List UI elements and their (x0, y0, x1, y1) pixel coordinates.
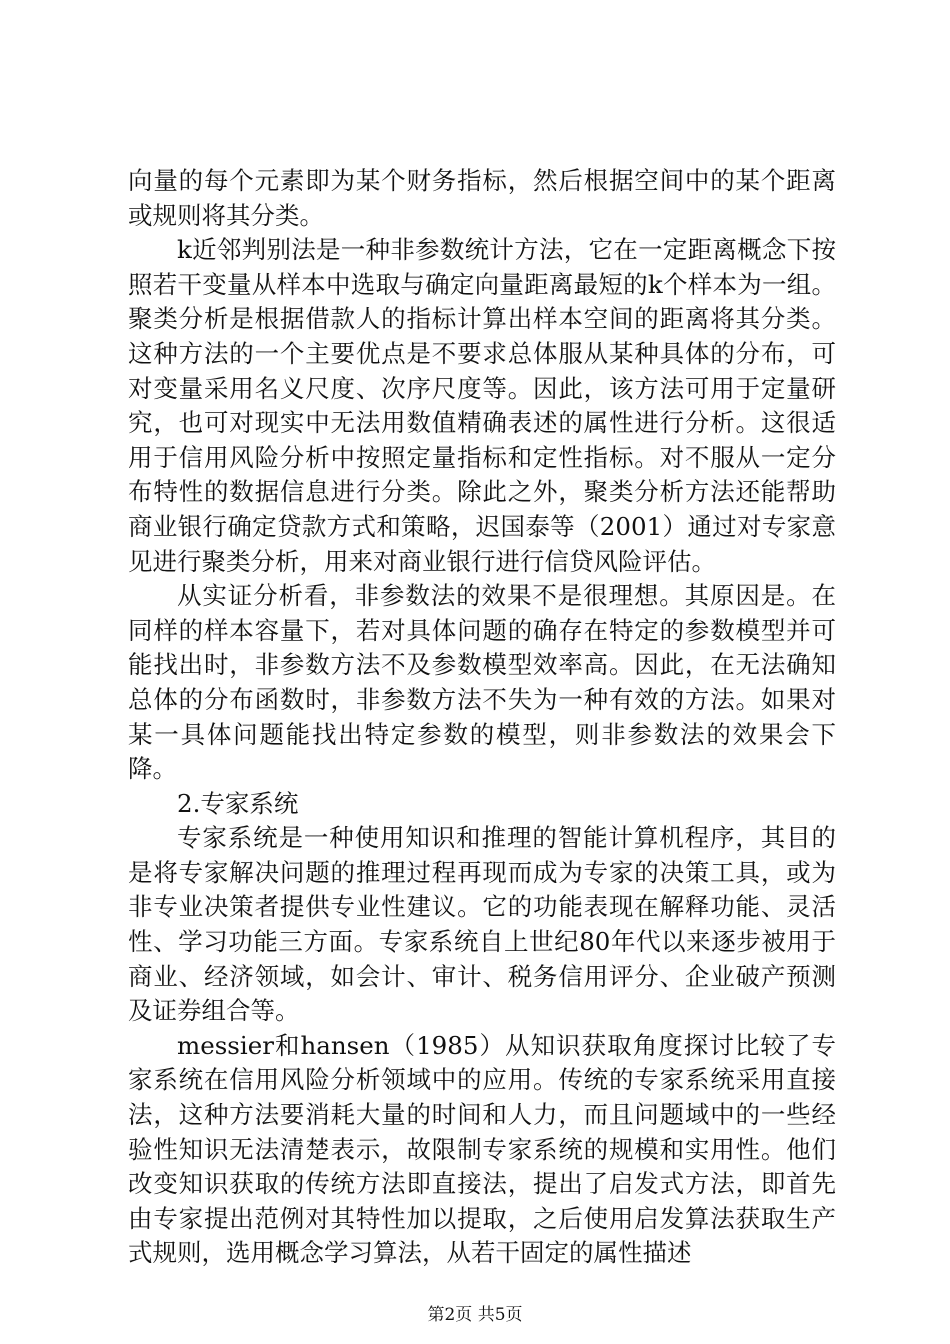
paragraph-knn-clustering: k近邻判别法是一种非参数统计方法，它在一定距离概念下按照若干变量从样本中选取与确定向量距离最短的k个样本为一组。聚类分析是根据借款人的指标计算出样本空间的距离将其分类。这种方法的一个主要优点是不要求总体服从某种具体的分布，可对变量采用名义尺度、次序尺度等。因此，该方法可用于定量研究，也可对现实中无法用数值精确表述的属性进行分析。这很适用于信用风险分析中按照定量指标和定性指标。对不服从一定分布特性的数据信息进行分类。除此之外，聚类分析方法还能帮助商业银行确定贷款方式和策略，迟国泰等（2001）通过对专家意见进行聚类分析，用来对商业银行进行信贷风险评估。 (128, 235, 836, 576)
document-body (128, 164, 836, 1271)
section-heading-expert-system: 2.专家系统 (177, 788, 299, 818)
paragraph-empirical-analysis: 从实证分析看，非参数法的效果不是很理想。其原因是。在同样的样本容量下，若对具体问题的确存在特定的参数模型并可能找出时，非参数方法不及参数模型效率高。因此，在无法确知总体的分布函数时，非参数方法不失为一种有效的方法。如果对某一具体问题能找出特定参数的模型，则非参数法的效果会下降。 (128, 581, 836, 784)
page-number-footer: 第2页 共5页 (427, 1305, 523, 1325)
paragraph-messier-hansen: messier和hansen（1985）从知识获取角度探讨比较了专家系统在信用风险分析领域中的应用。传统的专家系统采用直接法，这种方法要消耗大量的时间和人力，而且问题域中的一些经验性知识无法清楚表示，故限制专家系统的规模和实用性。他们改变知识获取的传统方法即直接法，提出了启发式方法，即首先由专家提出范例对其特性加以提取，之后使用启发算法获取生产式规则，选用概念学习算法，从若干固定的属性描述 (128, 1030, 836, 1268)
paragraph-expert-system-intro: 专家系统是一种使用知识和推理的智能计算机程序，其目的是将专家解决问题的推理过程再现而成为专家的决策工具，或为非专业决策者提供专业性建议。它的功能表现在解释功能、灵活性、学习功能三方面。专家系统自上世纪80年代以来逐步被用于商业、经济领域，如会计、审计、税务信用评分、企业破产预测及证券组合等。 (128, 823, 836, 1026)
paragraph-vector-elements: 向量的每个元素即为某个财务指标，然后根据空间中的某个距离或规则将其分类。 (128, 166, 836, 230)
